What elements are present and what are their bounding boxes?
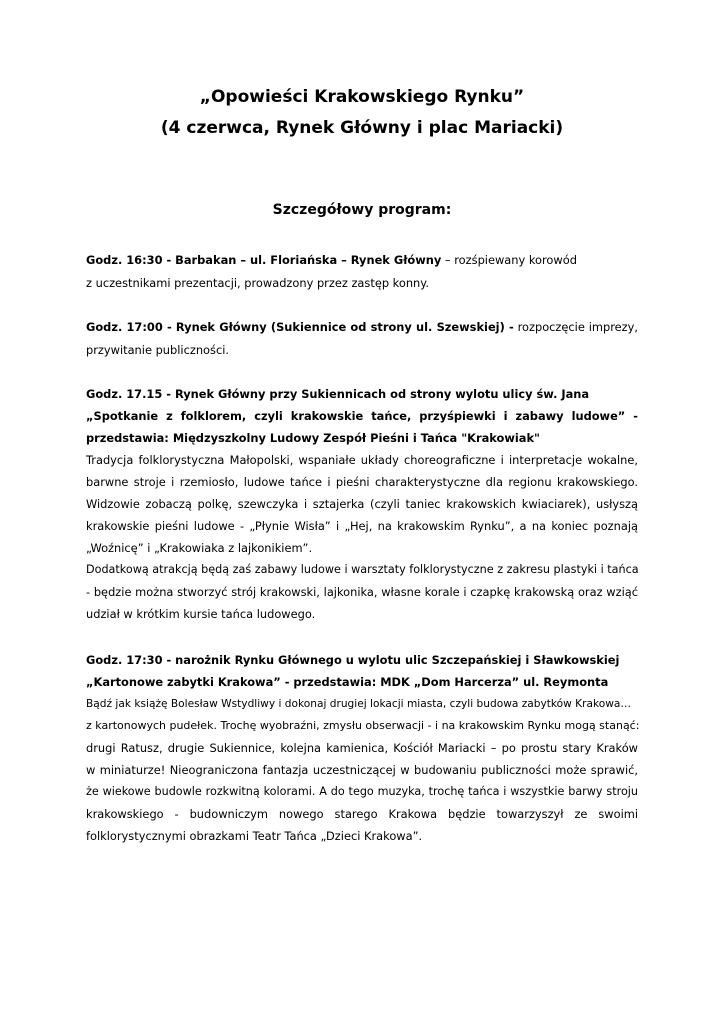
s3-para-line-5: „Woźnicę” i „Krakowiaka z lajkonikiem”.	[86, 541, 313, 555]
s4-para-line-4: w miniaturze! Nieograniczona fantazja uczestniczącej w budowaniu publiczności może sprawić,	[86, 763, 638, 777]
s3-heading-2: „Spotkanie z folklorem, czyli krakowskie tańce, przyśpiewki i zabawy ludowe” -	[86, 409, 638, 423]
s2-text: rozpoczęcie imprezy,	[513, 320, 638, 334]
s4-para-line-5: że wiekowe budowle rozkwitną kolorami. A do tego muzyka, trochę tańca i wszystkie barwy stroju	[86, 785, 638, 798]
s2-line-2: przywitanie publiczności.	[86, 343, 229, 357]
s4-para-line-7: folklorystycznymi obrazkami Teatr Tańca „Dzieci Krakowa”.	[86, 829, 423, 843]
s1-text: – rozśpiewany korowód	[441, 253, 577, 267]
s3-para-line-4: krakowskie pieśni ludowe - „Płynie Wisła” i „Hej, na krakowskim Rynku”, a na koniec poznają	[86, 519, 638, 533]
title-line-1: „Opowieści Krakowskiego Rynku”	[199, 87, 525, 107]
s3-heading-1: Godz. 17.15 - Rynek Główny przy Sukiennicach od strony wylotu ulicy św. Jana	[86, 387, 590, 401]
s2-time-heading: Godz. 17:00 - Rynek Główny (Sukiennice od strony ul. Szewskiej) -	[86, 320, 514, 334]
s3-para-line-3: Widzowie zobaczą polkę, szewczyka i sztajerka (czyli taniec krakowskich kwiaciarek), usłyszą	[86, 497, 638, 511]
s3-heading-3: przedstawia: Międzyszkolny Ludowy Zespół Pieśni i Tańca "Krakowiak"	[86, 431, 540, 445]
s4-heading-1: Godz. 17:30 - narożnik Rynku Głównego u wylotu ulic Szczepańskiej i Sławkowskiej	[86, 653, 620, 667]
title-line-2: (4 czerwca, Rynek Główny i plac Mariacki)	[160, 118, 564, 138]
s4-heading-2: „Kartonowe zabytki Krakowa” - przedstawia: MDK „Dom Harcerza” ul. Reymonta	[86, 675, 609, 689]
s3-para-line-8: udział w krótkim kursie tańca ludowego.	[86, 607, 316, 621]
s3-para-line-1: Tradycja folklorystyczna Małopolski, wspaniałe układy choreograficzne i interpretacje wokalne,	[86, 453, 638, 467]
s1-line-2: z uczestnikami prezentacji, prowadzony przez zastęp konny.	[86, 276, 430, 290]
s4-para-line-2: z kartonowych pudełek. Trochę wyobraźni, zmysłu obserwacji - i na krakowskim Rynku mogą stanąć:	[86, 719, 640, 732]
s4-para-line-6: krakowskiego - budowniczym nowego starego Krakowa będzie towarzyszył ze swoimi	[86, 807, 638, 821]
s2-line-1	[86, 319, 638, 335]
s4-para-line-1: Bądź jak książę Bolesław Wstydliwy i dokonaj drugiej lokacji miasta, czyli budowa zabytków Krakowa…	[86, 698, 631, 710]
s3-para-line-6: Dodatkową atrakcją będą zaś zabawy ludowe i warsztaty folklorystyczne z zakresu plastyki i tańca	[86, 563, 639, 576]
s4-para-line-3: drugi Ratusz, drugie Sukiennice, kolejna kamienica, Kościół Mariacki – po prostu stary Kraków	[86, 741, 638, 755]
s3-para-line-2: barwne stroje i rzemiosło, ludowe tańce i pieśni charakterystyczne dla regionu krakowskiego.	[86, 475, 638, 489]
s3-para-line-7: - będzie można stworzyć strój krakowski, lajkonika, własne korale i czapkę krakowską oraz wziąć	[86, 585, 638, 599]
s1-line-1	[86, 252, 638, 268]
program-subtitle: Szczegółowy program:	[272, 202, 452, 218]
s1-time-heading: Godz. 16:30 - Barbakan – ul. Floriańska – Rynek Główny	[86, 253, 442, 267]
